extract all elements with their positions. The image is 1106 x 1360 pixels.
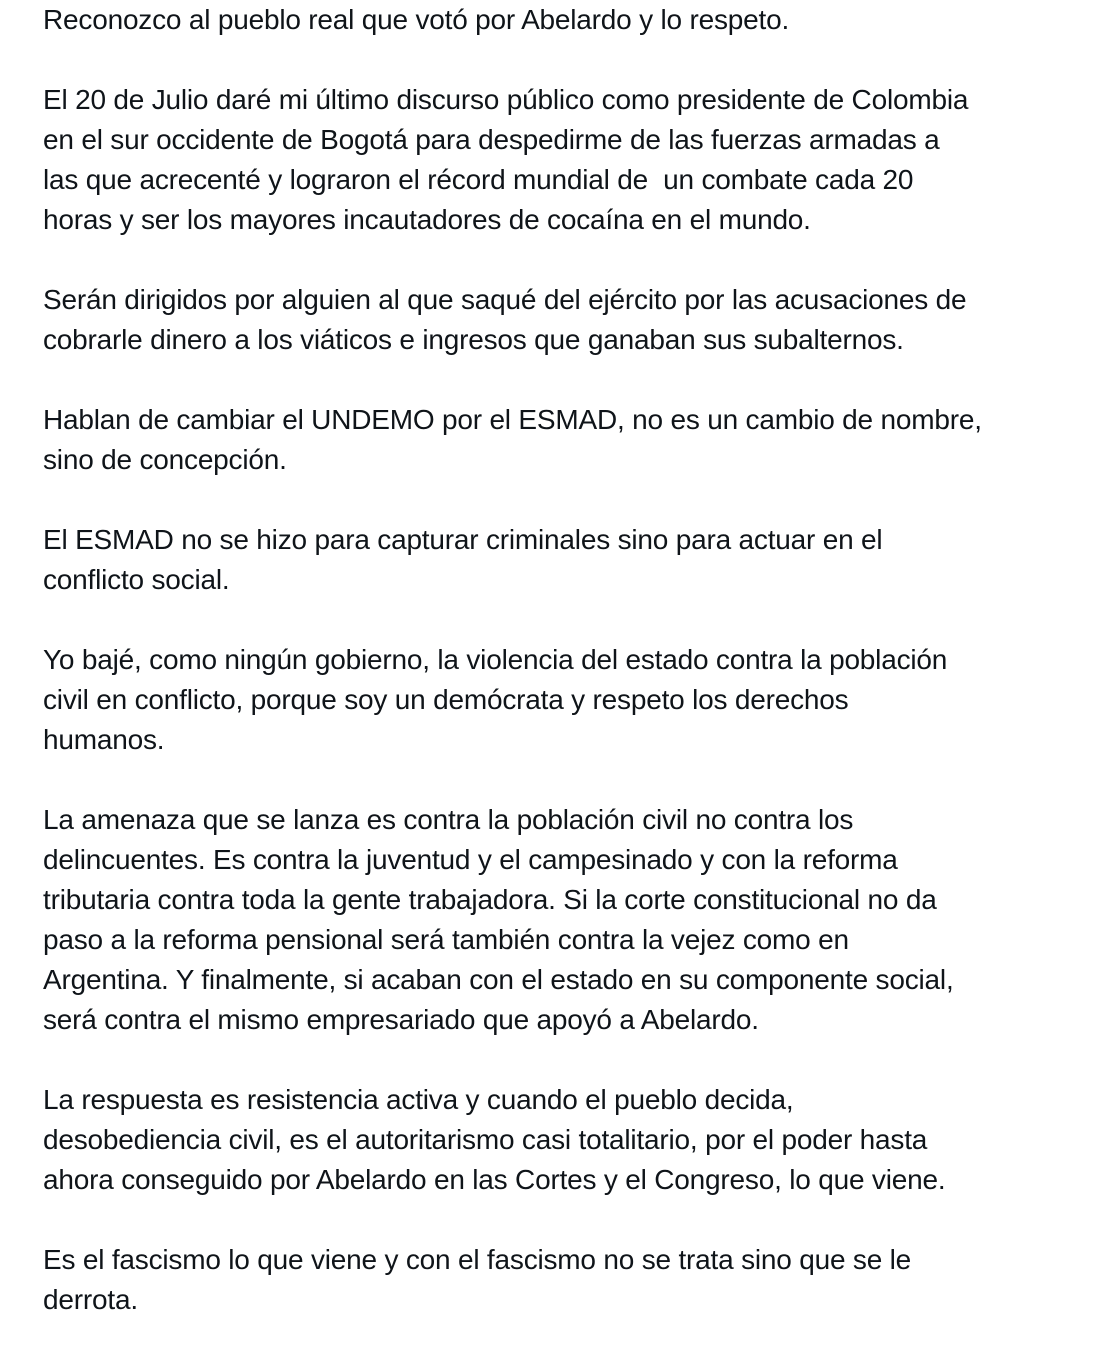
text-line: las que acrecenté y lograron el récord mundial de un combate cada 20	[43, 164, 914, 195]
text-line: El 20 de Julio daré mi último discurso público como presidente de Colombia	[43, 84, 969, 115]
text-line: horas y ser los mayores incautadores de cocaína en el mundo.	[43, 204, 811, 235]
text-line: cobrarle dinero a los viáticos e ingresos que ganaban sus subalternos.	[43, 324, 904, 355]
paragraph-9	[43, 1240, 1093, 1320]
text-line: delincuentes. Es contra la juventud y el campesinado y con la reforma	[43, 844, 898, 875]
text-line: tributaria contra toda la gente trabajadora. Si la corte constitucional no da	[43, 884, 937, 915]
text-line: El ESMAD no se hizo para capturar criminales sino para actuar en el	[43, 524, 883, 555]
text-line: ahora conseguido por Abelardo en las Cortes y el Congreso, lo que viene.	[43, 1164, 946, 1195]
post-text-body	[43, 0, 1093, 1360]
text-line: La amenaza que se lanza es contra la población civil no contra los	[43, 804, 854, 835]
text-line: desobediencia civil, es el autoritarismo casi totalitario, por el poder hasta	[43, 1124, 928, 1155]
text-line: conflicto social.	[43, 564, 230, 595]
paragraph-5	[43, 520, 1093, 600]
text-line: Es el fascismo lo que viene y con el fascismo no se trata sino que se le	[43, 1244, 912, 1275]
text-line: humanos.	[43, 724, 165, 755]
paragraph-2	[43, 80, 1093, 240]
text-line: La respuesta es resistencia activa y cuando el pueblo decida,	[43, 1084, 794, 1115]
paragraph-7	[43, 800, 1093, 1040]
paragraph-8	[43, 1080, 1093, 1200]
paragraph-4	[43, 400, 1093, 480]
paragraph-1	[43, 0, 1093, 40]
text-line: Yo bajé, como ningún gobierno, la violencia del estado contra la población	[43, 644, 948, 675]
text-line: civil en conflicto, porque soy un demócrata y respeto los derechos	[43, 684, 849, 715]
paragraph-6	[43, 640, 1093, 760]
text-line: Argentina. Y finalmente, si acaban con el estado en su componente social,	[43, 964, 954, 995]
text-line: Reconozco al pueblo real que votó por Abelardo y lo respeto.	[43, 4, 790, 35]
text-line: Hablan de cambiar el UNDEMO por el ESMAD, no es un cambio de nombre,	[43, 404, 982, 435]
text-line: Serán dirigidos por alguien al que saqué del ejército por las acusaciones de	[43, 284, 967, 315]
text-line: paso a la reforma pensional será también contra la vejez como en	[43, 924, 849, 955]
text-line: derrota.	[43, 1284, 138, 1315]
paragraph-3	[43, 280, 1093, 360]
text-line: será contra el mismo empresariado que apoyó a Abelardo.	[43, 1004, 759, 1035]
text-line: sino de concepción.	[43, 444, 287, 475]
text-line: en el sur occidente de Bogotá para despedirme de las fuerzas armadas a	[43, 124, 940, 155]
